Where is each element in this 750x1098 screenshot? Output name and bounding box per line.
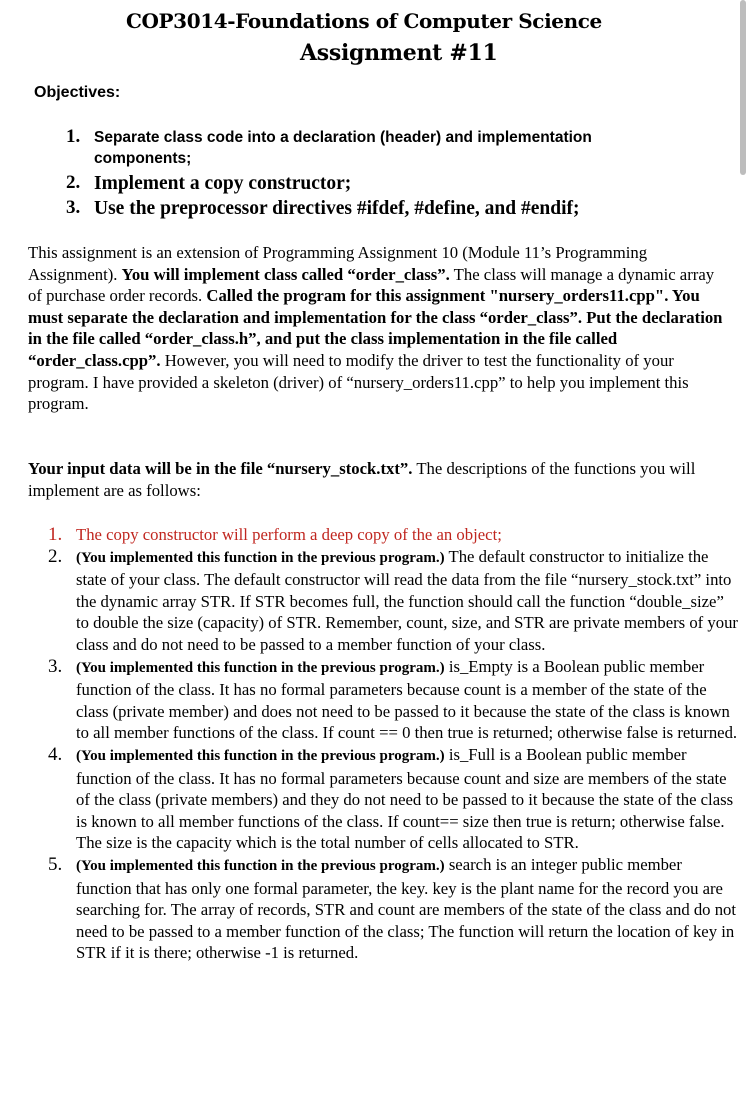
objectives-heading: Objectives: (34, 84, 121, 101)
intro-text: The class will manage a dynamic array of purchase order records. (28, 264, 715, 306)
objective-item (66, 172, 666, 197)
input-bold-text: Your input data will be in the file “nursery_stock.txt”. (28, 459, 413, 478)
input-paragraph (28, 458, 728, 501)
intro-bold-text: Called the program for this assignment "nursery_orders11.cpp". You must separate the declaration and implementation for the class “order_class”. Put the declaration in the file called “order_class.h”, and put the class implementation in the file called “order_class.cpp”. (28, 286, 723, 370)
function-number: 4. (48, 743, 63, 765)
functions-list (48, 524, 738, 964)
objective-number: 2. (66, 172, 81, 193)
function-item (48, 656, 738, 744)
intro-bold-text: You will implement class called “order_class”. (121, 264, 450, 284)
input-text: The descriptions of the functions you will implement are as follows: (28, 459, 696, 500)
function-item (48, 744, 738, 854)
objective-item (66, 197, 666, 221)
objective-number: 1. (66, 126, 81, 147)
function-text: The default constructor to initialize the state of your class. The default constructor will read the data from the file “nursery_stock.txt” into the dynamic array STR. If STR becomes full, the function should call the function “double_size” to double the size (capacity) of STR. Remember, count, size, and STR are private members of your class and do not need to be passed to a member function of your class. (76, 546, 738, 654)
function-text: search is an integer public member function that has only one formal parameter, the key. key is the plant name for the record you are searching for. The array of records, STR and count are members of the state of the class and do not need to be passed to a member function of the class; The function will return the location of key in STR if it is there; otherwise -1 is returned. (76, 854, 737, 963)
function-note: (You implemented this function in the previous program.) (76, 659, 445, 676)
course-title: COP3014-Foundations of Computer Science (126, 9, 602, 33)
intro-paragraph (28, 242, 728, 415)
scrollbar[interactable] (740, 0, 746, 175)
function-number: 1. (48, 524, 63, 545)
function-number: 2. (48, 545, 63, 567)
objective-number: 3. (66, 197, 81, 218)
objective-text: Use the preprocessor directives #ifdef, #define, and #endif; (94, 198, 580, 219)
objectives-list (66, 126, 666, 221)
function-text: is_Empty is a Boolean public member function of the class. It has no formal parameters because count is a member of the state of the class (private member) and does not need to be passed to it because the state of the class is known to all member functions of the class. If count == 0 then true is returned; otherwise false is returned. (76, 656, 738, 743)
function-item (48, 524, 738, 546)
function-note: (You implemented this function in the previous program.) (76, 549, 445, 566)
function-text: is_Full is a Boolean public member function of the class. It has no formal parameters because count and size are members of the state of the class (private members) and they do not need to be passed to it because the state of the class is known to all member functions of the class. If count== size then true is return; otherwise false. The size is the capacity which is the total number of cells allocated to STR. (76, 744, 734, 853)
intro-text: This assignment is an extension of Programming Assignment 10 (Module 11’s Programming Assignment). (28, 243, 648, 284)
function-note: (You implemented this function in the previous program.) (76, 747, 445, 764)
function-number: 5. (48, 853, 63, 875)
function-note: (You implemented this function in the previous program.) (76, 857, 445, 874)
function-number: 3. (48, 655, 63, 677)
function-text: The copy constructor will perform a deep copy of the an object; (76, 525, 502, 544)
assignment-title: Assignment #11 (300, 40, 498, 66)
function-item (48, 546, 738, 656)
objective-text: Separate class code into a declaration (header) and implementation components; (94, 129, 592, 167)
function-item (48, 854, 738, 964)
intro-text: However, you will need to modify the driver to test the functionality of your program. I have provided a skeleton (driver) of “nursery_orders11.cpp” to help you implement this program. (28, 350, 689, 414)
objective-text: Implement a copy constructor; (94, 173, 352, 194)
objective-item (66, 126, 666, 172)
